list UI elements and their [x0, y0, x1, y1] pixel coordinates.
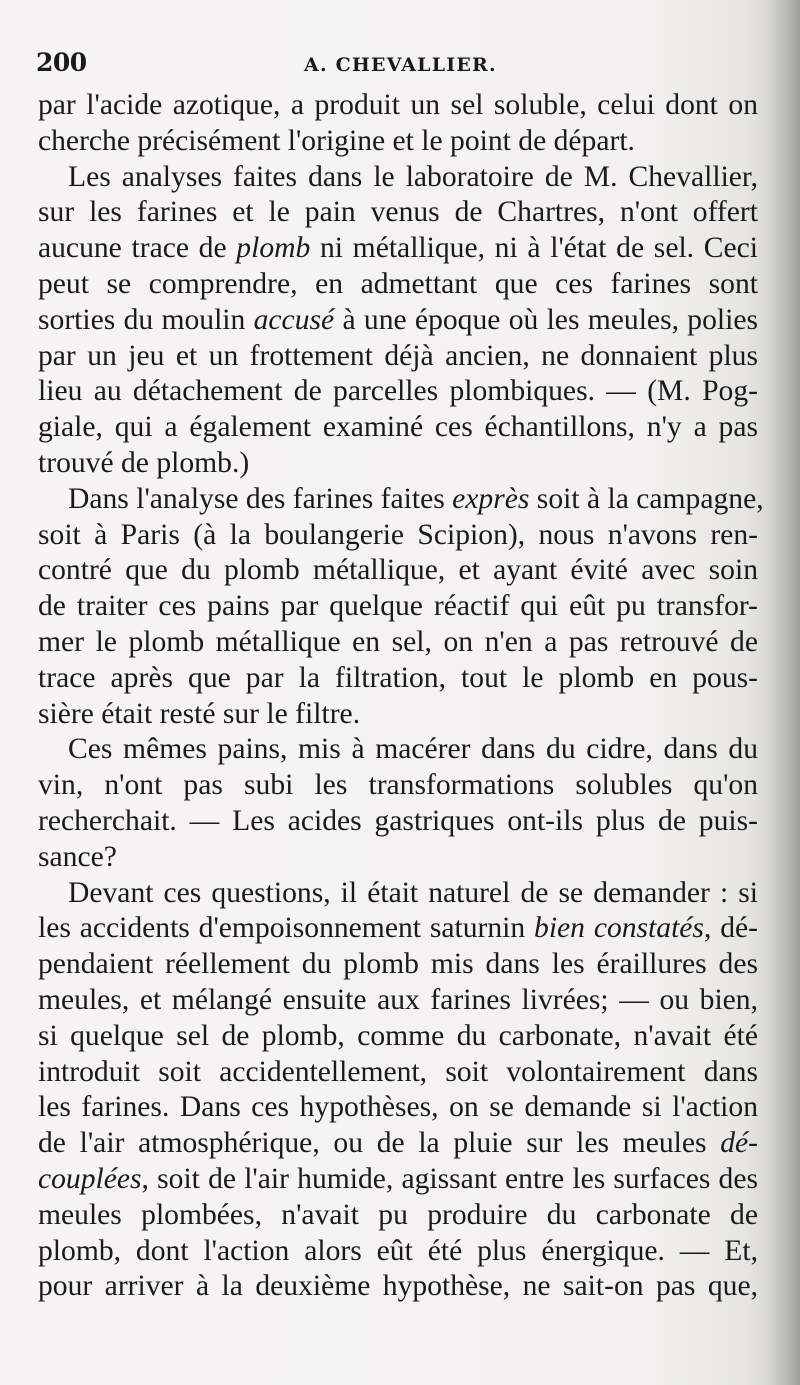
page-number: 200 [36, 48, 87, 77]
text-line: vin, n'ont pas subi les transformations solubles qu'on [38, 769, 758, 802]
text-line: peut se comprendre, en admettant que ces farines sont [38, 267, 758, 300]
text-line: cherche précisément l'origine et le point de départ. [38, 124, 635, 157]
text-line: soit à Paris (à la boulangerie Scipion), nous n'avons ren- [38, 518, 758, 551]
text-line: sur les farines et le pain venus de Chartres, n'ont offert [38, 196, 758, 229]
text-line: pour arriver à la deuxième hypothèse, ne sait-on pas que, [38, 1270, 758, 1303]
text-line: pendaient réellement du plomb mis dans les éraillures des [38, 948, 758, 981]
text-line: Ces mêmes pains, mis à macérer dans du cidre, dans du [68, 733, 758, 766]
text-line: si quelque sel de plomb, comme du carbonate, n'avait été [38, 1019, 758, 1052]
text-line: Les analyses faites dans le laboratoire de M. Chevallier, [68, 160, 758, 193]
text-line: les farines. Dans ces hypothèses, on se demande si l'action [38, 1091, 758, 1124]
text-line: lieu au détachement de parcelles plombiques. — (M. Pog- [38, 375, 758, 408]
body-text [38, 88, 764, 1305]
text-line: aucune trace de plomb ni métallique, ni à l'état de sel. Ceci [38, 232, 759, 265]
text-line: Dans l'analyse des farines faites exprès soit à la campagne, [68, 482, 764, 515]
text-line: mer le plomb métallique en sel, on n'en a pas retrouvé de [38, 625, 758, 658]
text-line: sorties du moulin accusé à une époque où les meules, polies [38, 303, 758, 336]
text-line: introduit soit accidentellement, soit volontairement dans [38, 1055, 758, 1088]
text-line: giale, qui a également examiné ces échantillons, n'y a pas [38, 411, 758, 444]
page-edge-shadow [766, 0, 800, 1385]
text-line: couplées, soit de l'air humide, agissant entre les surfaces des [38, 1162, 758, 1195]
text-line: meules, et mélangé ensuite aux farines livrées; — ou bien, [38, 983, 758, 1016]
page-header [36, 48, 736, 82]
text-line: trouvé de plomb.) [38, 446, 250, 479]
text-line: recherchait. — Les acides gastriques ont-ils plus de puis- [38, 804, 758, 837]
text-line: Devant ces questions, il était naturel de se demander : si [68, 876, 758, 909]
text-line: sance? [38, 840, 117, 873]
text-line: les accidents d'empoisonnement saturnin bien constatés, dé- [38, 912, 758, 945]
text-line: meules plombées, n'avait pu produire du carbonate de [38, 1198, 758, 1231]
text-line: de traiter ces pains par quelque réactif qui eût pu transfor- [38, 590, 758, 623]
text-line: par un jeu et un frottement déjà ancien, ne donnaient plus [38, 339, 758, 372]
text-line: de l'air atmosphérique, ou de la pluie sur les meules dé- [38, 1127, 758, 1160]
text-line: contré que du plomb métallique, et ayant évité avec soin [38, 554, 758, 587]
text-line: plomb, dont l'action alors eût été plus énergique. — Et, [38, 1234, 758, 1267]
text-line: sière était resté sur le filtre. [38, 697, 361, 730]
running-head: A. CHEVALLIER. [304, 54, 497, 76]
text-line: trace après que par la filtration, tout le plomb en pous- [38, 661, 758, 694]
text-line: par l'acide azotique, a produit un sel soluble, celui dont on [38, 89, 758, 121]
